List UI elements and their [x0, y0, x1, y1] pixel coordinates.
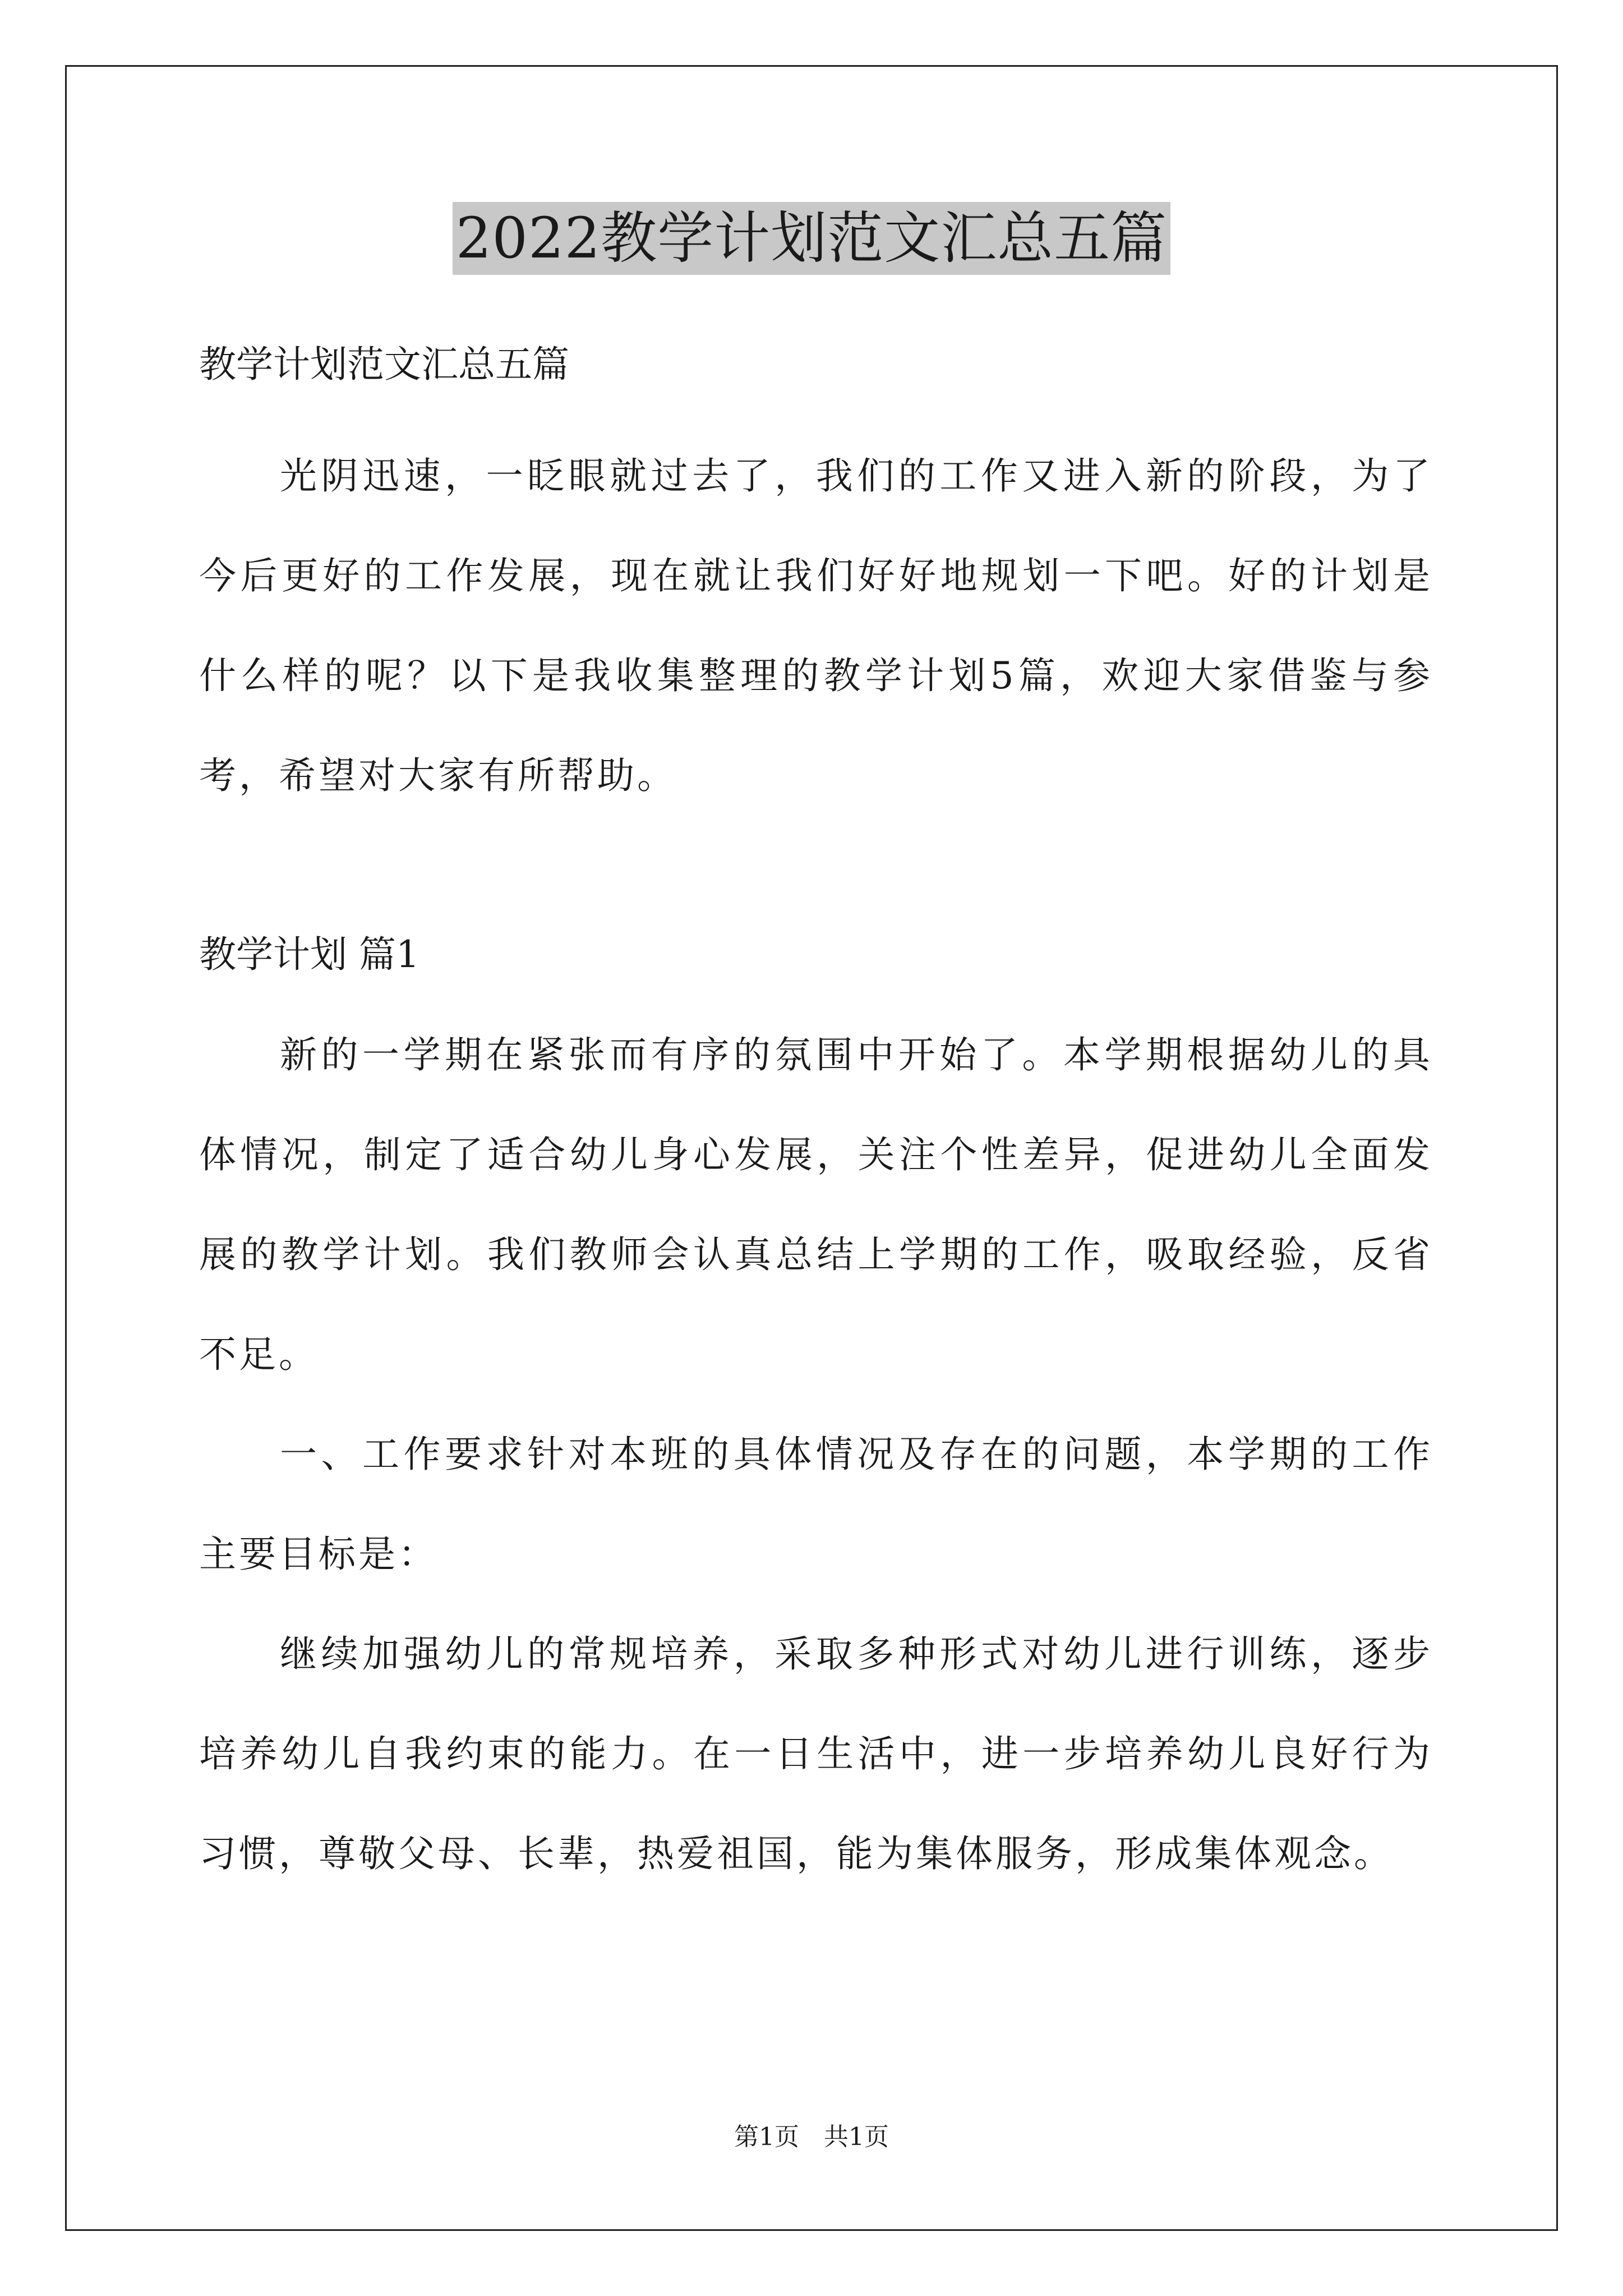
page-footer — [0, 2120, 1623, 2154]
title-container — [0, 202, 1623, 275]
body-paragraph: 一、工作要求针对本班的具体情况及存在的问题，本学期的工作主要目标是： — [199, 1433, 1433, 1576]
section-heading: 教学计划 篇1 — [199, 933, 419, 976]
document-title: 2022教学计划范文汇总五篇 — [453, 202, 1171, 275]
page-number-label: 第1页 共1页 — [734, 2123, 889, 2151]
body-paragraph: 继续加强幼儿的常规培养，采取多种形式对幼儿进行训练，逐步培养幼儿自我约束的能力。在一日生活中，进一步培养幼儿良好行为习惯，尊敬父母、长辈，热爱祖国，能为集体服务，形成集体观念。 — [199, 1632, 1433, 1875]
document-subtitle: 教学计划范文汇总五篇 — [199, 343, 569, 386]
intro-paragraph: 光阴迅速，一眨眼就过去了，我们的工作又进入新的阶段，为了今后更好的工作发展，现在就让我们好好地规划一下吧。好的计划是什么样的呢？以下是我收集整理的教学计划5篇，欢迎大家借鉴与参考，希望对大家有所帮助。 — [199, 454, 1433, 797]
document-body — [199, 337, 1433, 1904]
body-paragraph: 新的一学期在紧张而有序的氛围中开始了。本学期根据幼儿的具体情况，制定了适合幼儿身心发展，关注个性差异，促进幼儿全面发展的教学计划。我们教师会认真总结上学期的工作，吸取经验，反省不足。 — [199, 1033, 1433, 1376]
